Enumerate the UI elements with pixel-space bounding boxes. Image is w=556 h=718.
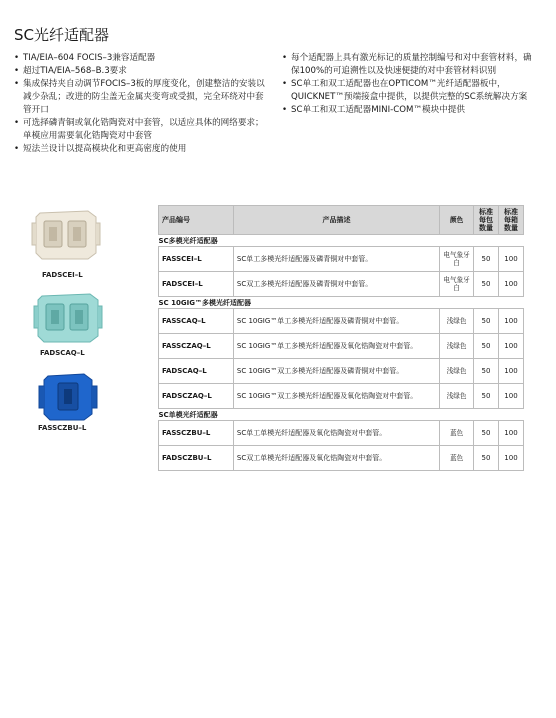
- cell-pkg: 50: [474, 272, 499, 297]
- feature-item: • 可选择磷青铜或氧化锆陶瓷对中套管，以适应具体的网络要求；单模应用需要氧化锆陶瓷对中套管: [14, 117, 266, 143]
- cell-part: FADSCZAQ–L: [159, 384, 234, 409]
- cell-box: 100: [498, 359, 523, 384]
- cell-box: 100: [498, 446, 523, 471]
- feature-item: • SC单工和双工适配器也在OPTICOM™光纤适配器板中，QUICKNET™预端接盒中提供，以提供完整的SC系统解决方案: [282, 78, 538, 104]
- cell-color: 浅绿色: [440, 309, 474, 334]
- cell-part: FASSCZAQ–L: [159, 334, 234, 359]
- feature-item: • 集成保持夹自动调节FOCIS–3板的厚度变化，创建整洁的安装以减少杂乱；改进的防尘盖无金属夹变弯或受损，完全环绕对中套管开口: [14, 78, 266, 117]
- feature-item: • 超过TIA/EIA–568–B.3要求: [14, 65, 266, 78]
- table-group-title: SC 10GIG™多模光纤适配器: [159, 297, 524, 309]
- cell-part: FADSCEI–L: [159, 272, 234, 297]
- col-header-part: 产品编号: [159, 206, 234, 235]
- col-header-desc: 产品描述: [233, 206, 439, 235]
- cell-box: 100: [498, 421, 523, 446]
- cell-pkg: 50: [474, 384, 499, 409]
- cell-pkg: 50: [474, 421, 499, 446]
- product-label: FADSCEI–L: [42, 271, 83, 279]
- simplex-adapter-blue-icon: [36, 368, 100, 424]
- cell-part: FADSCAQ–L: [159, 359, 234, 384]
- cell-box: 100: [498, 309, 523, 334]
- cell-box: 100: [498, 334, 523, 359]
- table-row: [159, 384, 524, 409]
- cell-color: 电气象牙白: [440, 247, 474, 272]
- product-table: [158, 205, 524, 471]
- cell-color: 浅绿色: [440, 384, 474, 409]
- feature-list-right: [282, 52, 538, 117]
- feature-item: • SC单工和双工适配器MINI-COM™模块中提供: [282, 104, 538, 117]
- cell-color: 蓝色: [440, 446, 474, 471]
- table-header-row: [159, 206, 524, 235]
- col-header-std-pkg: 标准每包数量: [474, 206, 499, 235]
- cell-part: FASSCZBU–L: [159, 421, 234, 446]
- cell-desc: SC 10GIG™单工多模光纤适配器及氧化锆陶瓷对中套管。: [233, 334, 439, 359]
- table-row: [159, 247, 524, 272]
- cell-part: FASSCEI–L: [159, 247, 234, 272]
- cell-color: 蓝色: [440, 421, 474, 446]
- cell-pkg: 50: [474, 359, 499, 384]
- cell-pkg: 50: [474, 247, 499, 272]
- duplex-adapter-aqua-icon: [32, 288, 104, 346]
- feature-list-left: [14, 52, 266, 156]
- col-header-std-box: 标准每箱数量: [498, 206, 523, 235]
- cell-pkg: 50: [474, 309, 499, 334]
- duplex-adapter-ivory-icon: [30, 205, 102, 263]
- product-label: FASSCZBU–L: [38, 424, 87, 432]
- cell-desc: SC 10GIG™单工多模光纤适配器及磷青铜对中套管。: [233, 309, 439, 334]
- cell-color: 浅绿色: [440, 334, 474, 359]
- cell-part: FASSCAQ–L: [159, 309, 234, 334]
- page-title: SC光纤适配器: [14, 26, 109, 44]
- table-row: [159, 359, 524, 384]
- feature-item: • 短法兰设计以提高模块化和更高密度的使用: [14, 143, 266, 156]
- cell-pkg: 50: [474, 446, 499, 471]
- cell-box: 100: [498, 247, 523, 272]
- table-row: [159, 272, 524, 297]
- table-row: [159, 446, 524, 471]
- table-row: [159, 421, 524, 446]
- cell-color: 浅绿色: [440, 359, 474, 384]
- table-row: [159, 309, 524, 334]
- cell-desc: SC双工单模光纤适配器及氧化锆陶瓷对中套管。: [233, 446, 439, 471]
- table-row: [159, 334, 524, 359]
- cell-desc: SC单工多模光纤适配器及磷青铜对中套管。: [233, 247, 439, 272]
- cell-desc: SC 10GIG™双工多模光纤适配器及氧化锆陶瓷对中套管。: [233, 384, 439, 409]
- cell-color: 电气象牙白: [440, 272, 474, 297]
- table-group-title: SC单模光纤适配器: [159, 409, 524, 421]
- cell-box: 100: [498, 384, 523, 409]
- col-header-color: 颜色: [440, 206, 474, 235]
- feature-item: • 每个适配器上具有激光标记的质量控制编号和对中套管材料，确保100%的可追溯性以及快速便捷的对中套管材料识别: [282, 52, 538, 78]
- table-group-title: SC多模光纤适配器: [159, 235, 524, 247]
- cell-desc: SC双工多模光纤适配器及磷青铜对中套管。: [233, 272, 439, 297]
- cell-part: FADSCZBU–L: [159, 446, 234, 471]
- cell-box: 100: [498, 272, 523, 297]
- cell-pkg: 50: [474, 334, 499, 359]
- cell-desc: SC单工单模光纤适配器及氧化锆陶瓷对中套管。: [233, 421, 439, 446]
- product-label: FADSCAQ–L: [40, 349, 85, 357]
- feature-item: • TIA/EIA–604 FOCIS–3兼容适配器: [14, 52, 266, 65]
- cell-desc: SC 10GIG™双工多模光纤适配器及磷青铜对中套管。: [233, 359, 439, 384]
